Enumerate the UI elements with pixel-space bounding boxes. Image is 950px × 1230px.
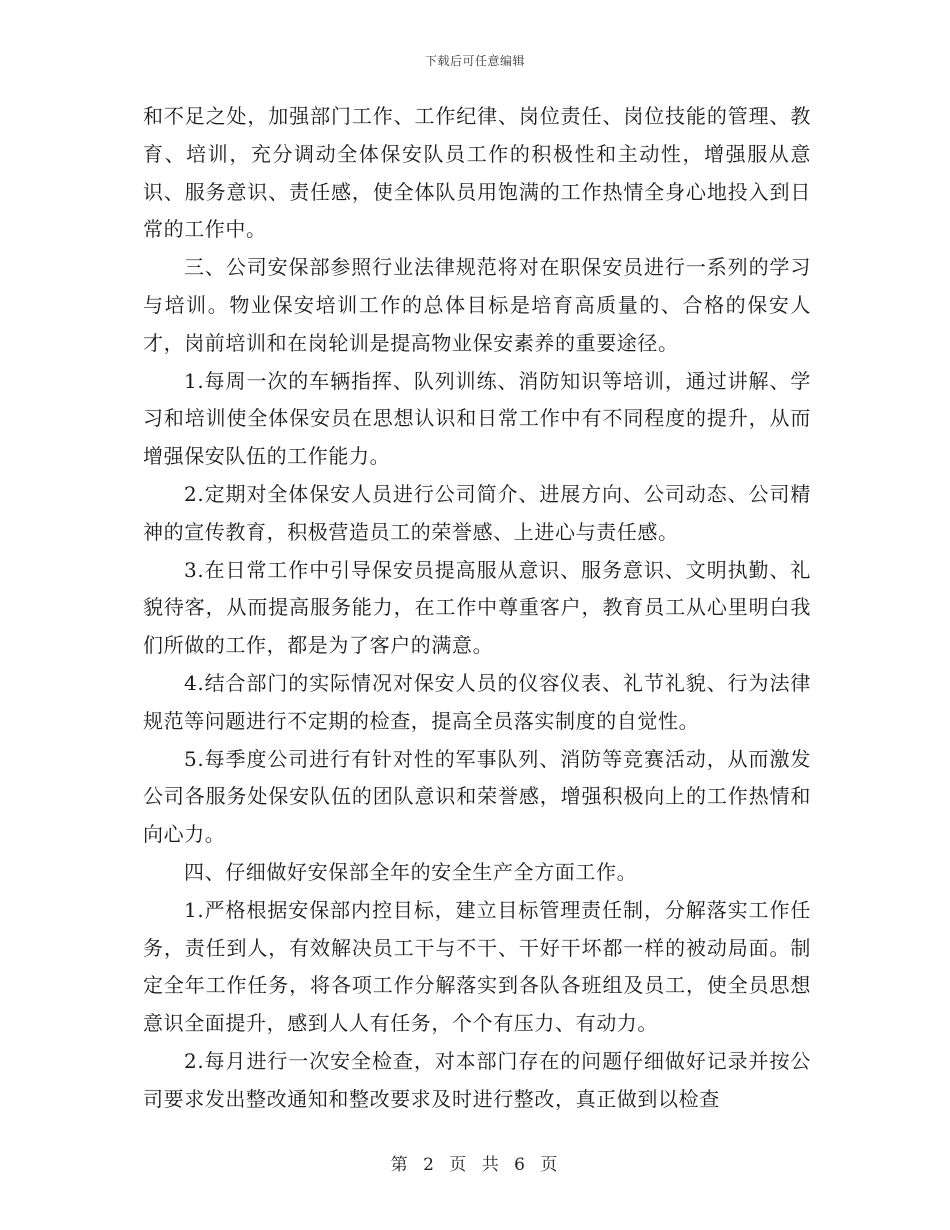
paragraph-10: 2.每月进行一次安全检查，对本部门存在的问题仔细做好记录并按公司要求发出整改通知和整改要求及时进行整改，真正做到以检查 (143, 1048, 811, 1111)
paragraph-3: 1.每周一次的车辆指挥、队列训练、消防知识等培训，通过讲解、学习和培训使全体保安员在思想认识和日常工作中有不同程度的提升，从而增强保安队伍的工作能力。 (143, 368, 811, 469)
paragraph-8: 四、仔细做好安保部全年的安全生产全方面工作。 (184, 859, 638, 884)
page-footer: 第 2 页 共 6 页 (390, 1155, 560, 1175)
paragraph-5: 3.在日常工作中引导保安员提高服从意识、服务意识、文明执勤、礼貌待客，从而提高服务能力，在工作中尊重客户，教育员工从心里明白我们所做的工作，都是为了客户的满意。 (143, 557, 811, 658)
page-header: 下载后可任意编辑 (424, 54, 525, 68)
paragraph-4: 2.定期对全体保安人员进行公司简介、进展方向、公司动态、公司精神的宣传教育，积极营造员工的荣誉感、上进心与责任感。 (143, 481, 811, 544)
paragraph-6: 4.结合部门的实际情况对保安人员的仪容仪表、礼节礼貌、行为法律规范等问题进行不定期的检查，提高全员落实制度的自觉性。 (143, 670, 811, 733)
paragraph-1: 和不足之处，加强部门工作、工作纪律、岗位责任、岗位技能的管理、教育、培训，充分调动全体保安队员工作的积极性和主动性，增强服从意识、服务意识、责任感，使全体队员用饱满的工作热情全身心地投入到日常的工作中。 (143, 104, 811, 242)
paragraph-2: 三、公司安保部参照行业法律规范将对在职保安员进行一系列的学习与培训。物业保安培训工作的总体目标是培育高质量的、合格的保安人才，岗前培训和在岗轮训是提高物业保安素养的重要途径。 (143, 255, 811, 355)
paragraph-7: 5.每季度公司进行有针对性的军事队列、消防等竞赛活动，从而激发公司各服务处保安队伍的团队意识和荣誉感，增强积极向上的工作热情和向心力。 (143, 746, 811, 847)
paragraph-9: 1.严格根据安保部内控目标，建立目标管理责任制，分解落实工作任务，责任到人，有效解决员工干与不干、干好干坏都一样的被动局面。制定全年工作任务，将各项工作分解落实到各队各班组及员工，使全员思想意识全面提升，感到人人有任务，个个有压力、有动力。 (143, 897, 811, 1036)
document-body (143, 98, 811, 1119)
